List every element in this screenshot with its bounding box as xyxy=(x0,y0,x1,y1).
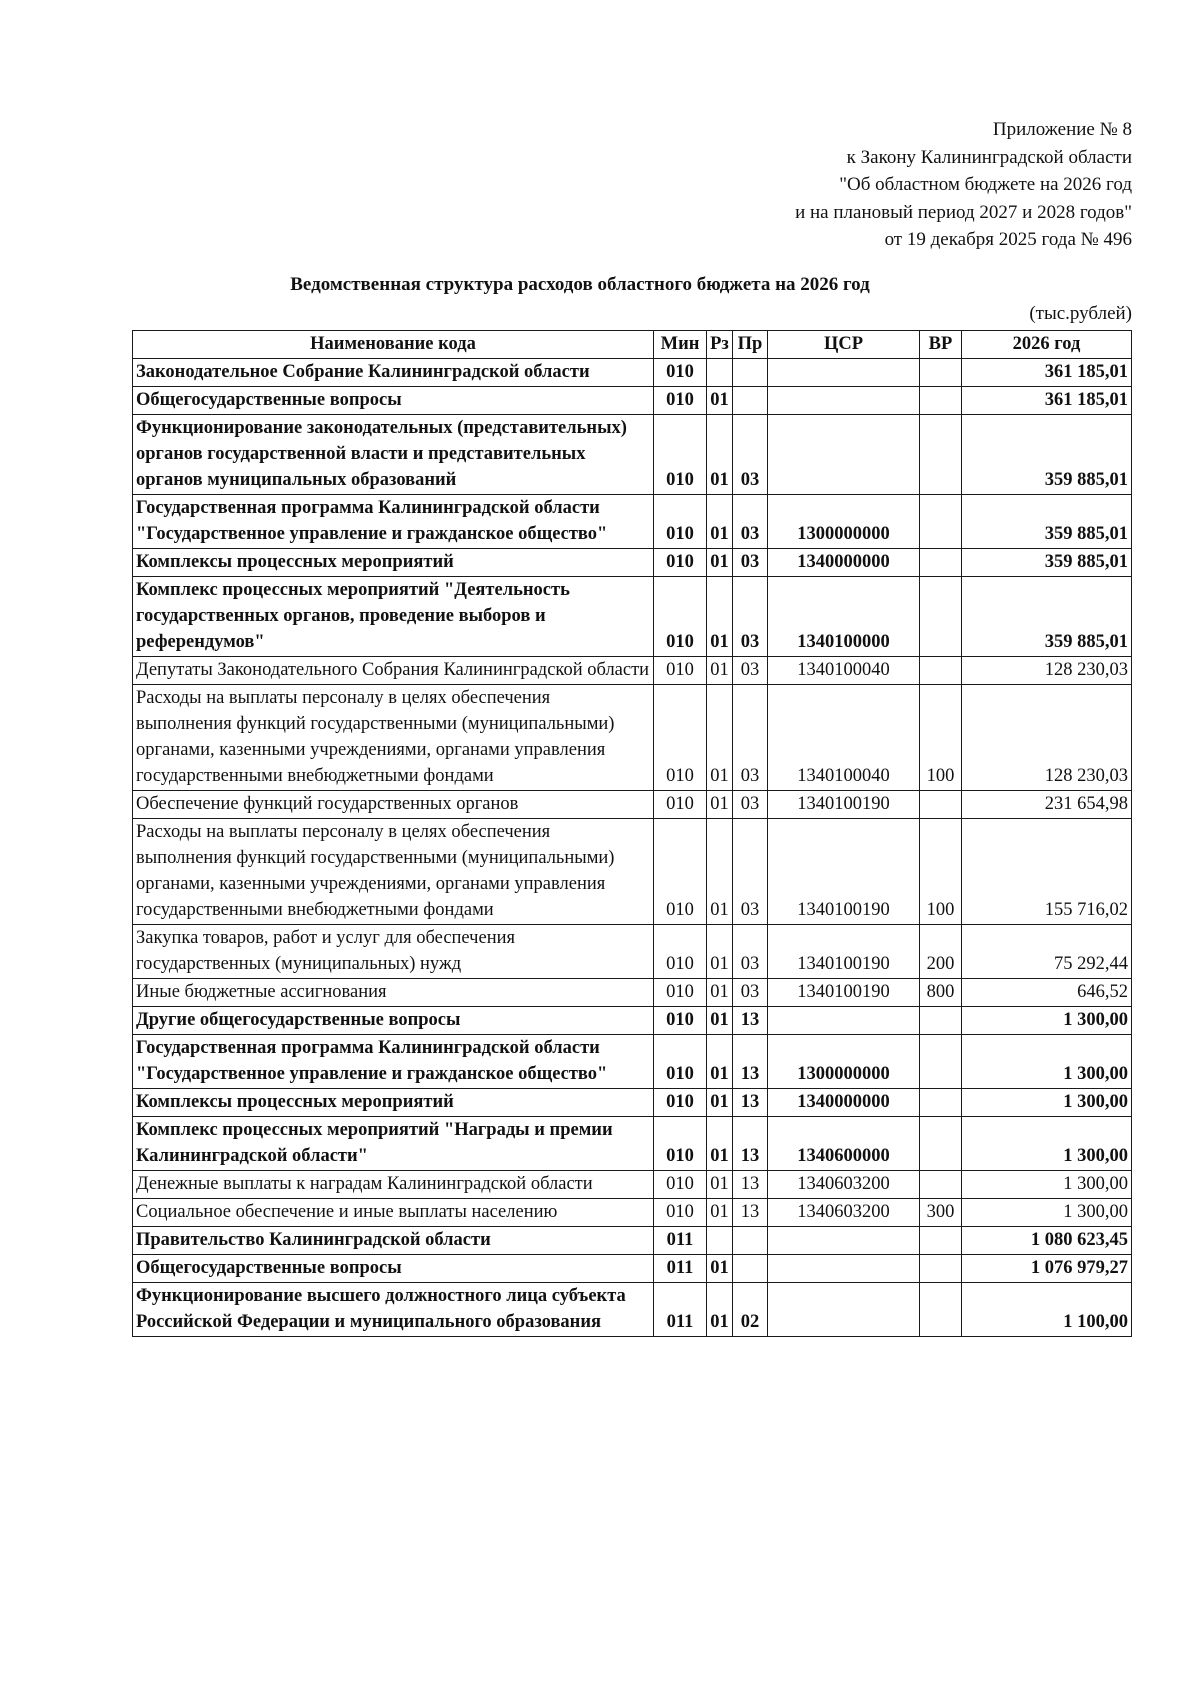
table-row xyxy=(133,925,1132,979)
row-amount: 1 300,00 xyxy=(962,1035,1132,1089)
row-rz-code: 01 xyxy=(707,549,733,577)
row-min-code: 010 xyxy=(654,1089,707,1117)
row-rz-code: 01 xyxy=(707,819,733,925)
row-vr-code xyxy=(920,791,962,819)
row-name: Комплекс процессных мероприятий "Деятельность государственных органов, проведение выборов и референдумов" xyxy=(133,577,654,657)
row-name: Функционирование законодательных (представительных) органов государственной власти и представительных органов муниципальных образований xyxy=(133,415,654,495)
row-pr-code: 13 xyxy=(733,1035,768,1089)
row-vr-code: 100 xyxy=(920,819,962,925)
row-vr-code xyxy=(920,549,962,577)
row-amount: 359 885,01 xyxy=(962,577,1132,657)
row-vr-code xyxy=(920,577,962,657)
row-pr-code xyxy=(733,1255,768,1283)
row-amount: 1 100,00 xyxy=(962,1283,1132,1337)
header-pr: Пр xyxy=(733,331,768,359)
row-rz-code: 01 xyxy=(707,387,733,415)
row-csr-code: 1340000000 xyxy=(768,1089,920,1117)
row-pr-code: 13 xyxy=(733,1089,768,1117)
table-row xyxy=(133,979,1132,1007)
row-min-code: 010 xyxy=(654,819,707,925)
row-csr-code: 1340000000 xyxy=(768,549,920,577)
row-pr-code: 13 xyxy=(733,1117,768,1171)
row-name: Другие общегосударственные вопросы xyxy=(133,1007,654,1035)
row-name: Денежные выплаты к наградам Калининградской области xyxy=(133,1171,654,1199)
row-csr-code: 1340600000 xyxy=(768,1117,920,1171)
table-row xyxy=(133,549,1132,577)
row-name: Иные бюджетные ассигнования xyxy=(133,979,654,1007)
header-name: Наименование кода xyxy=(133,331,654,359)
row-pr-code xyxy=(733,1227,768,1255)
budget-table xyxy=(132,330,1132,1337)
row-min-code: 010 xyxy=(654,657,707,685)
row-min-code: 011 xyxy=(654,1283,707,1337)
row-min-code: 010 xyxy=(654,979,707,1007)
table-header-row xyxy=(133,331,1132,359)
row-vr-code xyxy=(920,1283,962,1337)
row-csr-code xyxy=(768,415,920,495)
row-min-code: 010 xyxy=(654,1035,707,1089)
table-row xyxy=(133,359,1132,387)
row-amount: 1 300,00 xyxy=(962,1199,1132,1227)
table-row xyxy=(133,685,1132,791)
row-name: Социальное обеспечение и иные выплаты населению xyxy=(133,1199,654,1227)
row-amount: 1 076 979,27 xyxy=(962,1255,1132,1283)
row-min-code: 010 xyxy=(654,1117,707,1171)
annex-header xyxy=(795,116,1132,254)
table-row xyxy=(133,387,1132,415)
row-csr-code: 1340603200 xyxy=(768,1199,920,1227)
header-amount: 2026 год xyxy=(962,331,1132,359)
row-amount: 1 300,00 xyxy=(962,1007,1132,1035)
row-name: Комплекс процессных мероприятий "Награды и премии Калининградской области" xyxy=(133,1117,654,1171)
row-name: Расходы на выплаты персоналу в целях обеспечения выполнения функций государственными (муниципальными) органами, казенными учреждениями, органами управления государственными внебюджетными фондами xyxy=(133,685,654,791)
row-name: Государственная программа Калининградской области "Государственное управление и гражданское общество" xyxy=(133,1035,654,1089)
row-pr-code: 13 xyxy=(733,1199,768,1227)
row-amount: 1 080 623,45 xyxy=(962,1227,1132,1255)
row-min-code: 010 xyxy=(654,387,707,415)
row-name: Правительство Калининградской области xyxy=(133,1227,654,1255)
row-name: Общегосударственные вопросы xyxy=(133,387,654,415)
row-vr-code xyxy=(920,1089,962,1117)
table-row xyxy=(133,495,1132,549)
row-name: Расходы на выплаты персоналу в целях обеспечения выполнения функций государственными (муниципальными) органами, казенными учреждениями, органами управления государственными внебюджетными фондами xyxy=(133,819,654,925)
row-pr-code: 13 xyxy=(733,1171,768,1199)
row-amount: 1 300,00 xyxy=(962,1171,1132,1199)
row-rz-code: 01 xyxy=(707,1255,733,1283)
row-csr-code: 1340100190 xyxy=(768,925,920,979)
row-name: Государственная программа Калининградской области "Государственное управление и гражданское общество" xyxy=(133,495,654,549)
row-name: Депутаты Законодательного Собрания Калининградской области xyxy=(133,657,654,685)
row-csr-code: 1340100000 xyxy=(768,577,920,657)
row-pr-code: 03 xyxy=(733,685,768,791)
header-csr: ЦСР xyxy=(768,331,920,359)
row-vr-code xyxy=(920,415,962,495)
table-row xyxy=(133,657,1132,685)
row-min-code: 010 xyxy=(654,495,707,549)
header-min: Мин xyxy=(654,331,707,359)
row-vr-code xyxy=(920,387,962,415)
row-rz-code xyxy=(707,359,733,387)
row-pr-code: 03 xyxy=(733,657,768,685)
header-vr: ВР xyxy=(920,331,962,359)
table-row xyxy=(133,1255,1132,1283)
row-amount: 359 885,01 xyxy=(962,415,1132,495)
row-name: Комплексы процессных мероприятий xyxy=(133,549,654,577)
row-vr-code xyxy=(920,1171,962,1199)
row-amount: 1 300,00 xyxy=(962,1089,1132,1117)
table-row xyxy=(133,1283,1132,1337)
row-min-code: 010 xyxy=(654,1199,707,1227)
row-pr-code: 03 xyxy=(733,979,768,1007)
row-csr-code xyxy=(768,1255,920,1283)
row-rz-code: 01 xyxy=(707,1171,733,1199)
row-name: Общегосударственные вопросы xyxy=(133,1255,654,1283)
row-vr-code: 200 xyxy=(920,925,962,979)
header-rz: Рз xyxy=(707,331,733,359)
row-pr-code xyxy=(733,359,768,387)
row-rz-code: 01 xyxy=(707,1199,733,1227)
annex-line: от 19 декабря 2025 года № 496 xyxy=(884,229,1132,250)
table-row xyxy=(133,1117,1132,1171)
table-row xyxy=(133,1227,1132,1255)
table-row xyxy=(133,1199,1132,1227)
row-csr-code xyxy=(768,359,920,387)
annex-line: и на плановый период 2027 и 2028 годов" xyxy=(795,201,1132,223)
row-min-code: 011 xyxy=(654,1255,707,1283)
row-min-code: 011 xyxy=(654,1227,707,1255)
row-rz-code: 01 xyxy=(707,495,733,549)
row-csr-code: 1340100040 xyxy=(768,685,920,791)
row-pr-code: 13 xyxy=(733,1007,768,1035)
row-name: Закупка товаров, работ и услуг для обеспечения государственных (муниципальных) нужд xyxy=(133,925,654,979)
table-body xyxy=(133,359,1132,1337)
row-amount: 128 230,03 xyxy=(962,685,1132,791)
row-vr-code: 100 xyxy=(920,685,962,791)
row-pr-code xyxy=(733,387,768,415)
row-min-code: 010 xyxy=(654,577,707,657)
row-csr-code xyxy=(768,1227,920,1255)
row-min-code: 010 xyxy=(654,791,707,819)
row-rz-code: 01 xyxy=(707,1035,733,1089)
row-min-code: 010 xyxy=(654,685,707,791)
units-label: (тыс.рублей) xyxy=(1029,303,1132,324)
row-min-code: 010 xyxy=(654,1171,707,1199)
table-row xyxy=(133,1035,1132,1089)
row-rz-code: 01 xyxy=(707,791,733,819)
table-row xyxy=(133,577,1132,657)
row-csr-code xyxy=(768,1007,920,1035)
row-rz-code: 01 xyxy=(707,1007,733,1035)
row-amount: 1 300,00 xyxy=(962,1117,1132,1171)
row-pr-code: 03 xyxy=(733,925,768,979)
row-csr-code: 1340100190 xyxy=(768,819,920,925)
row-vr-code xyxy=(920,359,962,387)
row-pr-code: 03 xyxy=(733,549,768,577)
row-pr-code: 03 xyxy=(733,819,768,925)
row-vr-code xyxy=(920,657,962,685)
row-amount: 361 185,01 xyxy=(962,387,1132,415)
row-rz-code: 01 xyxy=(707,1117,733,1171)
row-pr-code: 03 xyxy=(733,577,768,657)
row-rz-code: 01 xyxy=(707,577,733,657)
row-csr-code: 1340100190 xyxy=(768,791,920,819)
row-rz-code: 01 xyxy=(707,657,733,685)
row-pr-code: 02 xyxy=(733,1283,768,1337)
row-csr-code: 1340603200 xyxy=(768,1171,920,1199)
row-csr-code: 1340100040 xyxy=(768,657,920,685)
row-amount: 646,52 xyxy=(962,979,1132,1007)
row-amount: 155 716,02 xyxy=(962,819,1132,925)
row-csr-code xyxy=(768,387,920,415)
row-amount: 361 185,01 xyxy=(962,359,1132,387)
row-vr-code xyxy=(920,1117,962,1171)
table-row xyxy=(133,1089,1132,1117)
row-pr-code: 03 xyxy=(733,415,768,495)
row-rz-code: 01 xyxy=(707,979,733,1007)
row-rz-code: 01 xyxy=(707,925,733,979)
row-rz-code: 01 xyxy=(707,1283,733,1337)
row-rz-code xyxy=(707,1227,733,1255)
row-amount: 231 654,98 xyxy=(962,791,1132,819)
document-title: Ведомственная структура расходов областного бюджета на 2026 год xyxy=(290,274,870,295)
table-row xyxy=(133,1171,1132,1199)
annex-line: Приложение № 8 xyxy=(992,119,1132,140)
row-vr-code xyxy=(920,1007,962,1035)
row-vr-code: 300 xyxy=(920,1199,962,1227)
table-row xyxy=(133,415,1132,495)
row-min-code: 010 xyxy=(654,415,707,495)
row-vr-code: 800 xyxy=(920,979,962,1007)
row-csr-code: 1340100190 xyxy=(768,979,920,1007)
row-min-code: 010 xyxy=(654,1007,707,1035)
row-vr-code xyxy=(920,1035,962,1089)
table-row xyxy=(133,1007,1132,1035)
row-amount: 359 885,01 xyxy=(962,549,1132,577)
row-csr-code xyxy=(768,1283,920,1337)
table-row xyxy=(133,791,1132,819)
row-name: Законодательное Собрание Калининградской области xyxy=(133,359,654,387)
row-pr-code: 03 xyxy=(733,791,768,819)
row-pr-code: 03 xyxy=(733,495,768,549)
row-csr-code: 1300000000 xyxy=(768,1035,920,1089)
row-name: Функционирование высшего должностного лица субъекта Российской Федерации и муниципального образования xyxy=(133,1283,654,1337)
row-vr-code xyxy=(920,495,962,549)
row-amount: 75 292,44 xyxy=(962,925,1132,979)
row-amount: 359 885,01 xyxy=(962,495,1132,549)
row-csr-code: 1300000000 xyxy=(768,495,920,549)
annex-line: к Закону Калининградской области xyxy=(846,146,1132,168)
row-min-code: 010 xyxy=(654,359,707,387)
row-rz-code: 01 xyxy=(707,685,733,791)
row-min-code: 010 xyxy=(654,925,707,979)
row-vr-code xyxy=(920,1255,962,1283)
row-name: Комплексы процессных мероприятий xyxy=(133,1089,654,1117)
annex-line: "Об областном бюджете на 2026 год xyxy=(839,174,1132,195)
row-rz-code: 01 xyxy=(707,415,733,495)
table-row xyxy=(133,819,1132,925)
row-amount: 128 230,03 xyxy=(962,657,1132,685)
row-rz-code: 01 xyxy=(707,1089,733,1117)
row-min-code: 010 xyxy=(654,549,707,577)
row-vr-code xyxy=(920,1227,962,1255)
row-name: Обеспечение функций государственных органов xyxy=(133,791,654,819)
